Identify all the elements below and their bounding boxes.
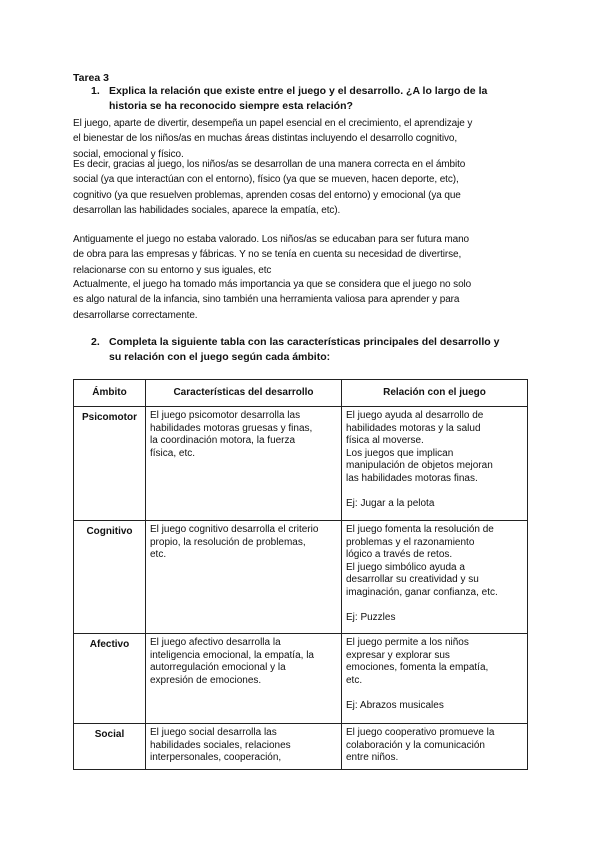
cell-ambito: Social [74,724,146,770]
paragraph-4 [73,277,471,323]
cell-line: imaginación, ganar confianza, etc. [346,586,498,598]
cell-caracteristicas [146,724,342,770]
paragraph-line: de obra para las empresas y fábricas. Y no se tenía en cuenta su necesidad de divertirse, [73,249,462,261]
cell-line: etc. [150,549,167,561]
cell-line: Los juegos que implican [346,447,454,459]
cell-caracteristicas [146,521,342,634]
cell-spacer [346,687,523,700]
paragraph-line: el bienestar de los niños/as en muchas áreas distintas incluyendo el desarrollo cognitivo, [73,133,458,145]
question-2-number: 2. [91,336,100,348]
cell-line: propio, la resolución de problemas, [150,536,306,548]
paragraph-1 [73,116,472,162]
cell-line: desarrollar su creatividad y su [346,574,479,586]
cell-line: las habilidades motoras finas. [346,472,478,484]
cell-line: Ej: Puzzles [346,612,396,624]
cell-line: El juego psicomotor desarrolla las [150,410,301,421]
paragraph-line: social, emocional y físico. [73,148,184,160]
cell-line: Ej: Jugar a la pelota [346,498,435,510]
cell-spacer [346,486,523,499]
paragraph-line: relacionarse con su entorno y sus iguales, etc [73,264,272,276]
table-row [74,407,528,521]
cell-line: El juego social desarrolla las [150,727,277,738]
cell-relacion [342,724,528,770]
cell-caracteristicas [146,407,342,521]
cell-line: emociones, fomenta la empatía, [346,662,489,674]
cell-relacion [342,521,528,634]
cell-relacion [342,634,528,724]
cell-line: expresión de emociones. [150,674,262,686]
cell-caracteristicas [146,634,342,724]
paragraph-2 [73,157,465,218]
table-header-row [74,380,528,407]
question-1 [91,84,531,114]
cell-line: habilidades motoras gruesas y finas, [150,422,313,434]
cell-line: expresar y explorar sus [346,649,450,661]
header-ambito: Ámbito [74,380,146,407]
paragraph-3 [73,232,469,278]
development-table [73,379,528,770]
paragraph-line: desarrollan las habilidades sociales, aparece la empatía, etc). [73,204,341,216]
paragraph-line: El juego, aparte de divertir, desempeña un papel esencial en el crecimiento, el aprendizaje y [73,118,473,129]
question-2-line: Completa la siguiente tabla con las características principales del desarrollo y [109,336,500,348]
paragraph-line: Antiguamente el juego no estaba valorado. Los niños/as se educaban para ser futura mano [73,234,470,245]
cell-line: la coordinación motora, la fuerza [150,435,296,447]
cell-line: El juego ayuda al desarrollo de [346,410,484,421]
cell-ambito: Psicomotor [74,407,146,521]
cell-line: etc. [346,674,363,686]
task-title: Tarea 3 [73,72,109,84]
cell-line: El juego permite a los niños [346,637,469,648]
cell-line: interpersonales, cooperación, [150,752,282,764]
cell-line: autorregulación emocional y la [150,662,286,674]
table-row [74,521,528,634]
paragraph-line: social (ya que interactúan con el entorno), físico (ya que se mueven, hacen deporte, etc), [73,174,459,186]
paragraph-line: es algo natural de la infancia, sino también una herramienta valiosa para aprender y para [73,294,460,306]
cell-spacer [346,600,523,613]
cell-line: física al moverse. [346,435,424,447]
table-row [74,634,528,724]
question-1-line: Explica la relación que existe entre el juego y el desarrollo. ¿A lo largo de la [109,85,488,97]
header-caracteristicas: Características del desarrollo [146,380,342,407]
question-2 [91,335,531,365]
question-2-line: su relación con el juego según cada ámbito: [109,351,331,363]
cell-line: El juego cooperativo promueve la [346,727,495,738]
cell-line: entre niños. [346,752,399,764]
cell-line: colaboración y la comunicación [346,739,485,751]
question-1-line: historia se ha reconocido siempre esta relación? [109,100,353,112]
question-1-number: 1. [91,85,100,97]
paragraph-line: Actualmente, el juego ha tomado más importancia ya que se considera que el juego no solo [73,279,472,290]
cell-line: El juego simbólico ayuda a [346,561,465,573]
cell-line: Ej: Abrazos musicales [346,699,444,711]
paragraph-line: Es decir, gracias al juego, los niños/as se desarrollan de una manera correcta en el ámbito [73,159,466,170]
table-row [74,724,528,770]
cell-line: lógico a través de retos. [346,549,453,561]
cell-line: El juego cognitivo desarrolla el criterio [150,524,319,535]
cell-line: problemas y el razonamiento [346,536,475,548]
cell-line: habilidades motoras y la salud [346,422,481,434]
paragraph-line: desarrollarse correctamente. [73,309,198,321]
cell-line: física, etc. [150,447,196,459]
cell-line: El juego afectivo desarrolla la [150,637,281,648]
paragraph-line: cognitivo (ya que resuelven problemas, aprenden cosas del entorno) y emocional (ya que [73,189,461,201]
cell-line: manipulación de objetos mejoran [346,460,493,472]
cell-line: habilidades sociales, relaciones [150,739,291,751]
header-relacion: Relación con el juego [342,380,528,407]
cell-line: El juego fomenta la resolución de [346,524,494,535]
cell-line: inteligencia emocional, la empatía, la [150,649,314,661]
cell-ambito: Afectivo [74,634,146,724]
cell-relacion [342,407,528,521]
cell-ambito: Cognitivo [74,521,146,634]
